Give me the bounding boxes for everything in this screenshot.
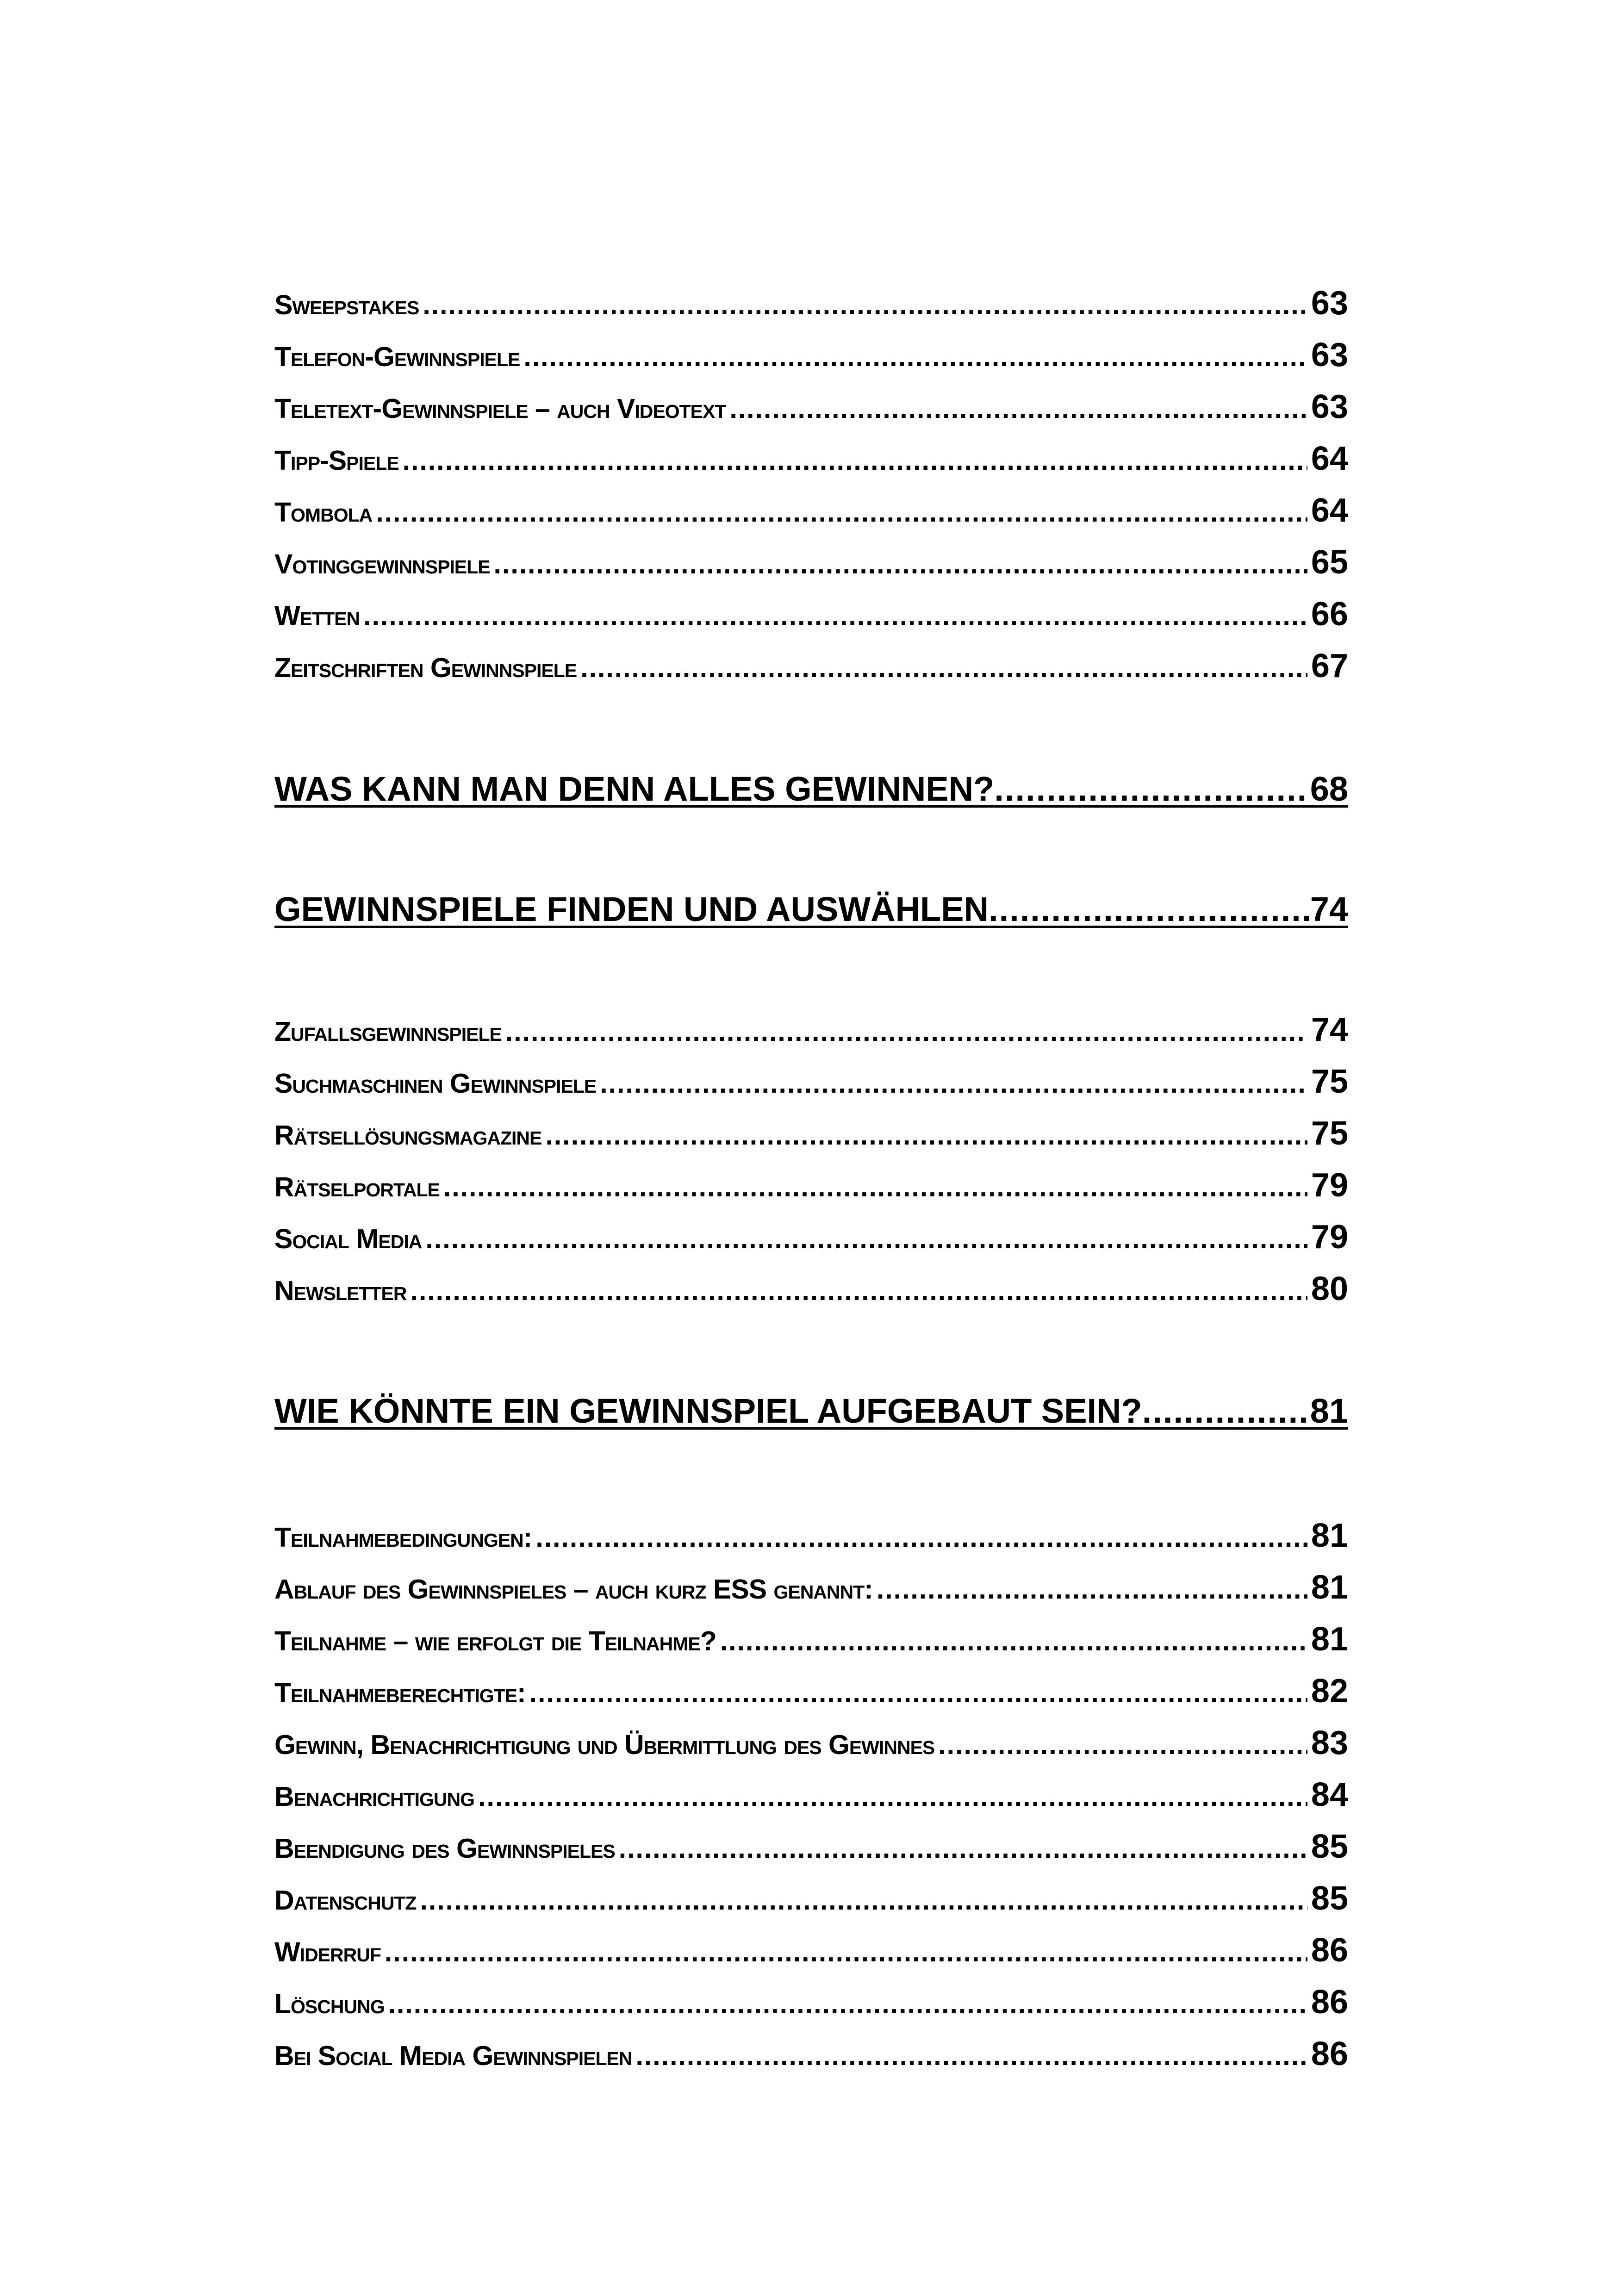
toc-dot-leader	[619, 1823, 1307, 1873]
toc-entry-title: Teilnahmeberechtigte:	[274, 1678, 526, 1708]
toc-page-number: 81	[1311, 1517, 1348, 1554]
toc-page-number: 81	[1311, 1569, 1348, 1606]
toc-chapter-1	[274, 763, 1348, 815]
toc-page-number: 81	[1311, 1621, 1348, 1658]
toc-dot-leader	[545, 1109, 1307, 1159]
toc-entry-title: Widerruf	[274, 1937, 381, 1967]
toc-entry[interactable]	[274, 1510, 1348, 1562]
toc-dot-leader	[994, 763, 1310, 815]
toc-section-group-1	[274, 277, 1348, 692]
toc-dot-leader	[494, 538, 1307, 588]
toc-page-number: 75	[1311, 1115, 1348, 1152]
toc-entry[interactable]	[274, 433, 1348, 485]
toc-page-number: 65	[1311, 544, 1348, 581]
toc-entry[interactable]	[274, 381, 1348, 433]
toc-page-number: 63	[1311, 388, 1348, 425]
toc-page-number: 85	[1311, 1828, 1348, 1865]
toc-entry[interactable]	[274, 640, 1348, 692]
toc-entry[interactable]	[274, 1004, 1348, 1056]
toc-page-number: 79	[1311, 1219, 1348, 1256]
toc-dot-leader	[376, 486, 1307, 536]
toc-section-group-3	[274, 1510, 1348, 2080]
toc-entry[interactable]	[274, 1159, 1348, 1211]
toc-entry[interactable]	[274, 1108, 1348, 1159]
toc-dot-leader	[410, 1265, 1307, 1315]
toc-dot-leader	[535, 1512, 1307, 1562]
toc-page-number: 63	[1311, 285, 1348, 322]
toc-entry-title: Tipp-Spiele	[274, 445, 399, 476]
toc-page-number: 67	[1311, 647, 1348, 684]
toc-entry-title: Teletext-Gewinnspiele – auch Videotext	[274, 393, 726, 424]
toc-entry-title: Gewinn, Benachrichtigung und Übermittlung des Gewinnes	[274, 1730, 935, 1760]
toc-entry[interactable]	[274, 1613, 1348, 1665]
toc-entry[interactable]	[274, 1821, 1348, 1873]
toc-chapter-entry[interactable]	[274, 763, 1348, 815]
toc-page-number: 63	[1311, 336, 1348, 373]
toc-entry-title: Votinggewinnspiele	[274, 549, 490, 579]
toc-dot-leader	[363, 590, 1307, 640]
toc-entry[interactable]	[274, 1976, 1348, 2028]
toc-dot-leader	[443, 1161, 1307, 1211]
toc-entry[interactable]	[274, 329, 1348, 381]
toc-entry[interactable]	[274, 1924, 1348, 1976]
toc-entry-title: Ablauf des Gewinnspieles – auch kurz ESS genannt:	[274, 1574, 873, 1605]
toc-entry-title: Wetten	[274, 601, 360, 631]
toc-page-number: 74	[1310, 890, 1348, 928]
toc-page-number: 79	[1311, 1167, 1348, 1204]
toc-page-number: 85	[1311, 1880, 1348, 1917]
toc-page-number: 81	[1310, 1392, 1348, 1430]
toc-dot-leader	[505, 1006, 1307, 1056]
toc-entry-title: Sweepstakes	[274, 290, 419, 320]
toc-entry-title: Löschung	[274, 1989, 385, 2019]
toc-dot-leader	[420, 1874, 1307, 1924]
toc-chapter-2	[274, 884, 1348, 935]
toc-entry-title: Bei Social Media Gewinnspielen	[274, 2041, 632, 2071]
toc-entry[interactable]	[274, 1769, 1348, 1821]
toc-page-number: 84	[1311, 1776, 1348, 1813]
toc-dot-leader	[423, 279, 1307, 329]
toc-entry[interactable]	[274, 1056, 1348, 1108]
toc-dot-leader	[636, 2030, 1307, 2080]
toc-entry[interactable]	[274, 1562, 1348, 1613]
toc-chapter-title: WIE KÖNNTE EIN GEWINNSPIEL AUFGEBAUT SEIN?	[274, 1392, 1142, 1430]
toc-page-number: 82	[1311, 1673, 1348, 1710]
toc-page-number: 83	[1311, 1724, 1348, 1761]
toc-chapter-entry[interactable]	[274, 1385, 1348, 1437]
toc-entry[interactable]	[274, 1717, 1348, 1769]
toc-entry[interactable]	[274, 277, 1348, 329]
toc-dot-leader	[729, 383, 1307, 433]
toc-page-number: 74	[1311, 1011, 1348, 1048]
toc-chapter-title: GEWINNSPIELE FINDEN UND AUSWÄHLEN	[274, 890, 989, 928]
toc-entry[interactable]	[274, 485, 1348, 536]
toc-chapter-entry[interactable]	[274, 884, 1348, 935]
toc-page	[274, 0, 1348, 2296]
toc-entry[interactable]	[274, 1263, 1348, 1315]
toc-dot-leader	[989, 884, 1310, 935]
toc-page-number: 86	[1311, 1984, 1348, 2021]
toc-dot-leader	[425, 1213, 1307, 1263]
toc-entry-title: Teilnahmebedingungen:	[274, 1522, 532, 1553]
toc-dot-leader	[529, 1667, 1307, 1717]
toc-entry[interactable]	[274, 588, 1348, 640]
toc-entry-title: Rätselportale	[274, 1172, 440, 1202]
toc-page-number: 86	[1311, 2035, 1348, 2072]
toc-page-number: 68	[1310, 770, 1348, 808]
toc-entry-title: Telefon-Gewinnspiele	[274, 342, 520, 372]
toc-entry[interactable]	[274, 1211, 1348, 1263]
toc-entry-title: Zeitschriften Gewinnspiele	[274, 653, 577, 683]
toc-entry-title: Beendigung des Gewinnspieles	[274, 1833, 615, 1864]
toc-entry-title: Zufallsgewinnspiele	[274, 1016, 502, 1047]
toc-entry-title: Teilnahme – wie erfolgt die Teilnahme?	[274, 1626, 716, 1656]
toc-dot-leader	[478, 1771, 1307, 1821]
toc-dot-leader	[385, 1926, 1307, 1976]
toc-page-number: 64	[1311, 440, 1348, 477]
toc-entry-title: Social Media	[274, 1224, 422, 1254]
toc-dot-leader	[877, 1563, 1307, 1613]
toc-entry-title: Suchmaschinen Gewinnspiele	[274, 1068, 597, 1099]
toc-section-group-2	[274, 1004, 1348, 1315]
toc-entry[interactable]	[274, 1873, 1348, 1924]
toc-dot-leader	[403, 435, 1307, 485]
toc-dot-leader	[938, 1719, 1307, 1769]
toc-dot-leader	[388, 1978, 1307, 2028]
toc-entry[interactable]	[274, 2028, 1348, 2080]
toc-page-number: 64	[1311, 492, 1348, 529]
toc-dot-leader	[720, 1615, 1307, 1665]
toc-chapter-3	[274, 1385, 1348, 1437]
toc-dot-leader	[600, 1058, 1307, 1108]
toc-entry-title: Benachrichtigung	[274, 1781, 475, 1812]
toc-entry-title: Tombola	[274, 497, 373, 528]
toc-dot-leader	[580, 642, 1307, 692]
toc-page-number: 75	[1311, 1063, 1348, 1100]
toc-page-number: 66	[1311, 596, 1348, 633]
toc-entry-title: Rätsellösungsmagazine	[274, 1120, 542, 1151]
toc-page-number: 86	[1311, 1932, 1348, 1969]
toc-entry-title: Newsletter	[274, 1276, 407, 1306]
toc-page-number: 80	[1311, 1270, 1348, 1307]
toc-dot-leader	[523, 331, 1307, 381]
toc-entry[interactable]	[274, 1665, 1348, 1717]
toc-entry-title: Datenschutz	[274, 1885, 417, 1916]
toc-dot-leader	[1142, 1385, 1310, 1437]
toc-chapter-title: WAS KANN MAN DENN ALLES GEWINNEN?	[274, 770, 995, 808]
toc-entry[interactable]	[274, 536, 1348, 588]
